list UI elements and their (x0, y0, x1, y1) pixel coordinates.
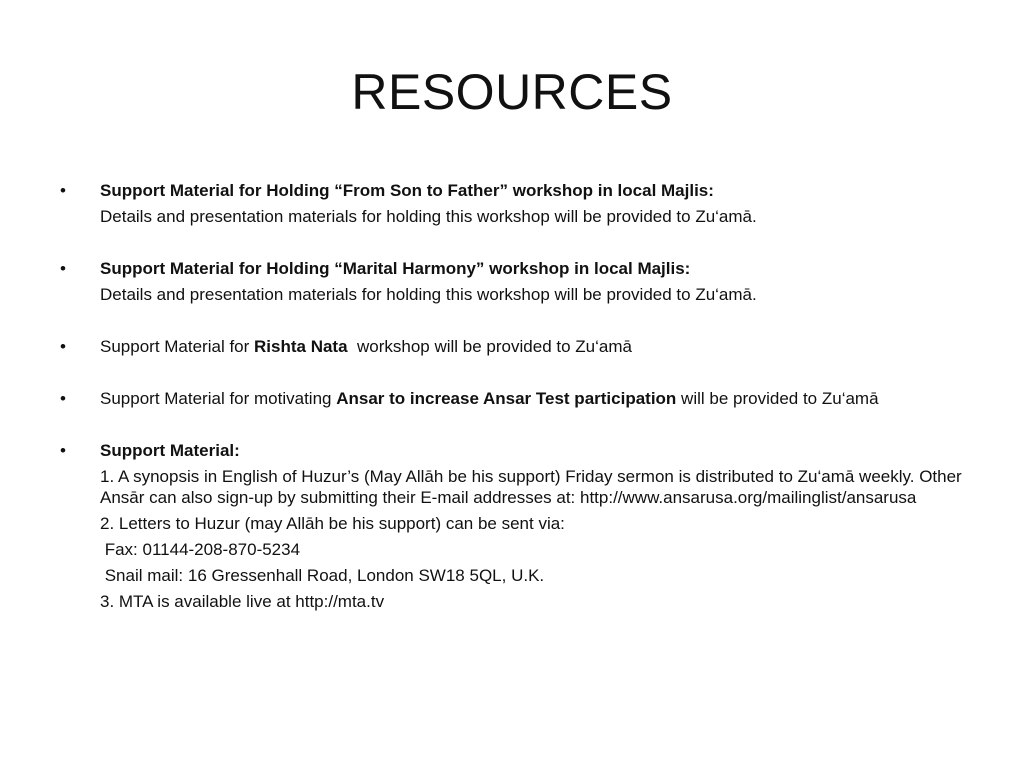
support-line-fax: Fax: 01144-208-870-5234 (100, 540, 301, 559)
bullet-detail: Details and presentation materials for holding this workshop will be provided to Zu‘amā. (100, 207, 757, 226)
bullet-icon: • (60, 259, 66, 278)
bullet-icon: • (60, 441, 66, 460)
bullet-text-prefix: Support Material for (100, 337, 255, 356)
bullet-text (100, 336, 970, 357)
bullet-text-prefix: Support Material for motivating (100, 389, 337, 408)
support-line-letters: 2. Letters to Huzur (may Allāh be his support) can be sent via: (100, 514, 565, 533)
bullet-detail: Details and presentation materials for holding this workshop will be provided to Zu‘amā. (100, 285, 757, 304)
bullet-icon: • (60, 389, 66, 408)
bullet-text-bold: Rishta Nata (254, 337, 348, 356)
bullet-icon: • (60, 181, 66, 200)
bullet-text-suffix: will be provided to Zu‘amā (676, 389, 879, 408)
slide-title: RESOURCES (351, 64, 673, 120)
bullet-text-bold: Ansar to increase Ansar Test participation (336, 389, 677, 408)
bullet-item-support-material (60, 440, 970, 612)
bullet-heading: Support Material for Holding “Marital Harmony” workshop in local Majlis: (100, 259, 691, 278)
bullet-list (60, 180, 970, 612)
bullet-item-ansar-test (60, 388, 970, 409)
bullet-heading: Support Material for Holding “From Son to Father” workshop in local Majlis: (100, 181, 714, 200)
support-line-mta: 3. MTA is available live at http://mta.tv (100, 592, 385, 611)
support-line-synopsis: 1. A synopsis in English of Huzur’s (May Allāh be his support) Friday sermon is distributed to Zu‘amā weekly. Other Ansār can also sign-up by submitting their E-mail addresses at: http://www.ansarusa.org/mailinglist/ansarusa (100, 467, 962, 507)
bullet-heading: Support Material: (100, 441, 240, 460)
bullet-item-rishta-nata (60, 336, 970, 357)
bullet-text (100, 388, 970, 409)
bullet-icon: • (60, 337, 66, 356)
support-line-snail-mail: Snail mail: 16 Gressenhall Road, London SW18 5QL, U.K. (100, 566, 545, 585)
bullet-text-suffix: workshop will be provided to Zu‘amā (347, 337, 632, 356)
bullet-item-marital-harmony (60, 258, 970, 305)
bullet-item-son-to-father (60, 180, 970, 227)
